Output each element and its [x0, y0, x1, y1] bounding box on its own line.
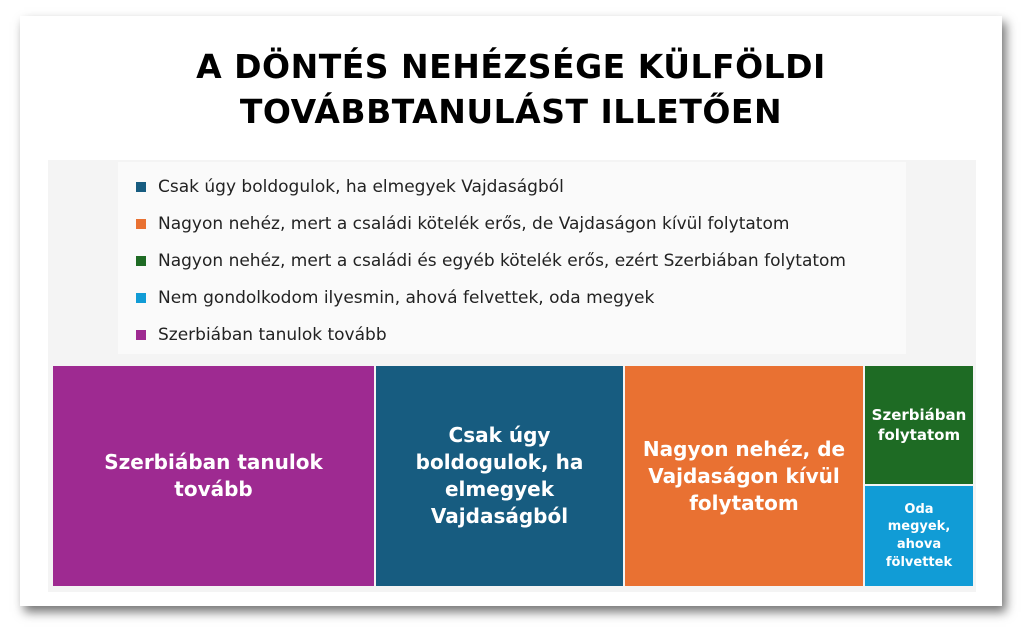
treemap-cell — [864, 485, 974, 587]
cell-label: Szerbiában folytatom — [871, 405, 967, 444]
cell-label: Oda megyek, ahova fölvettek — [885, 501, 953, 570]
treemap-cell — [864, 365, 974, 485]
plot-area — [48, 160, 976, 592]
legend-item — [136, 212, 789, 236]
chart-title — [20, 44, 1002, 134]
legend-item — [136, 175, 564, 199]
legend — [118, 162, 906, 354]
legend-swatch — [136, 182, 146, 192]
legend-label: Szerbiában tanulok tovább — [158, 325, 387, 345]
slide-card — [20, 16, 1002, 606]
legend-swatch — [136, 293, 146, 303]
cell-label: Szerbiában tanulok tovább — [104, 450, 323, 501]
treemap — [52, 365, 974, 587]
treemap-cell — [52, 365, 375, 587]
legend-label: Nagyon nehéz, mert a családi kötelék erős, de Vajdaságon kívül folytatom — [158, 214, 790, 234]
title-line-1: A DÖNTÉS NEHÉZSÉGE KÜLFÖLDI — [196, 47, 826, 86]
legend-item — [136, 323, 387, 347]
treemap-cell — [624, 365, 864, 587]
cell-label: Csak úgy boldogulok, ha elmegyek Vajdaságból — [415, 423, 584, 528]
cell-label: Nagyon nehéz, de Vajdaságon kívül folytatom — [642, 436, 846, 515]
legend-item — [136, 249, 846, 273]
title-line-2: TOVÁBBTANULÁST ILLETŐEN — [239, 92, 783, 131]
legend-swatch — [136, 330, 146, 340]
legend-item — [136, 286, 654, 310]
legend-label: Nagyon nehéz, mert a családi és egyéb kötelék erős, ezért Szerbiában folytatom — [158, 251, 846, 271]
legend-swatch — [136, 256, 146, 266]
legend-label: Csak úgy boldogulok, ha elmegyek Vajdaságból — [158, 177, 564, 197]
treemap-cell — [375, 365, 624, 587]
legend-swatch — [136, 219, 146, 229]
legend-label: Nem gondolkodom ilyesmin, ahová felvettek, oda megyek — [158, 288, 655, 308]
